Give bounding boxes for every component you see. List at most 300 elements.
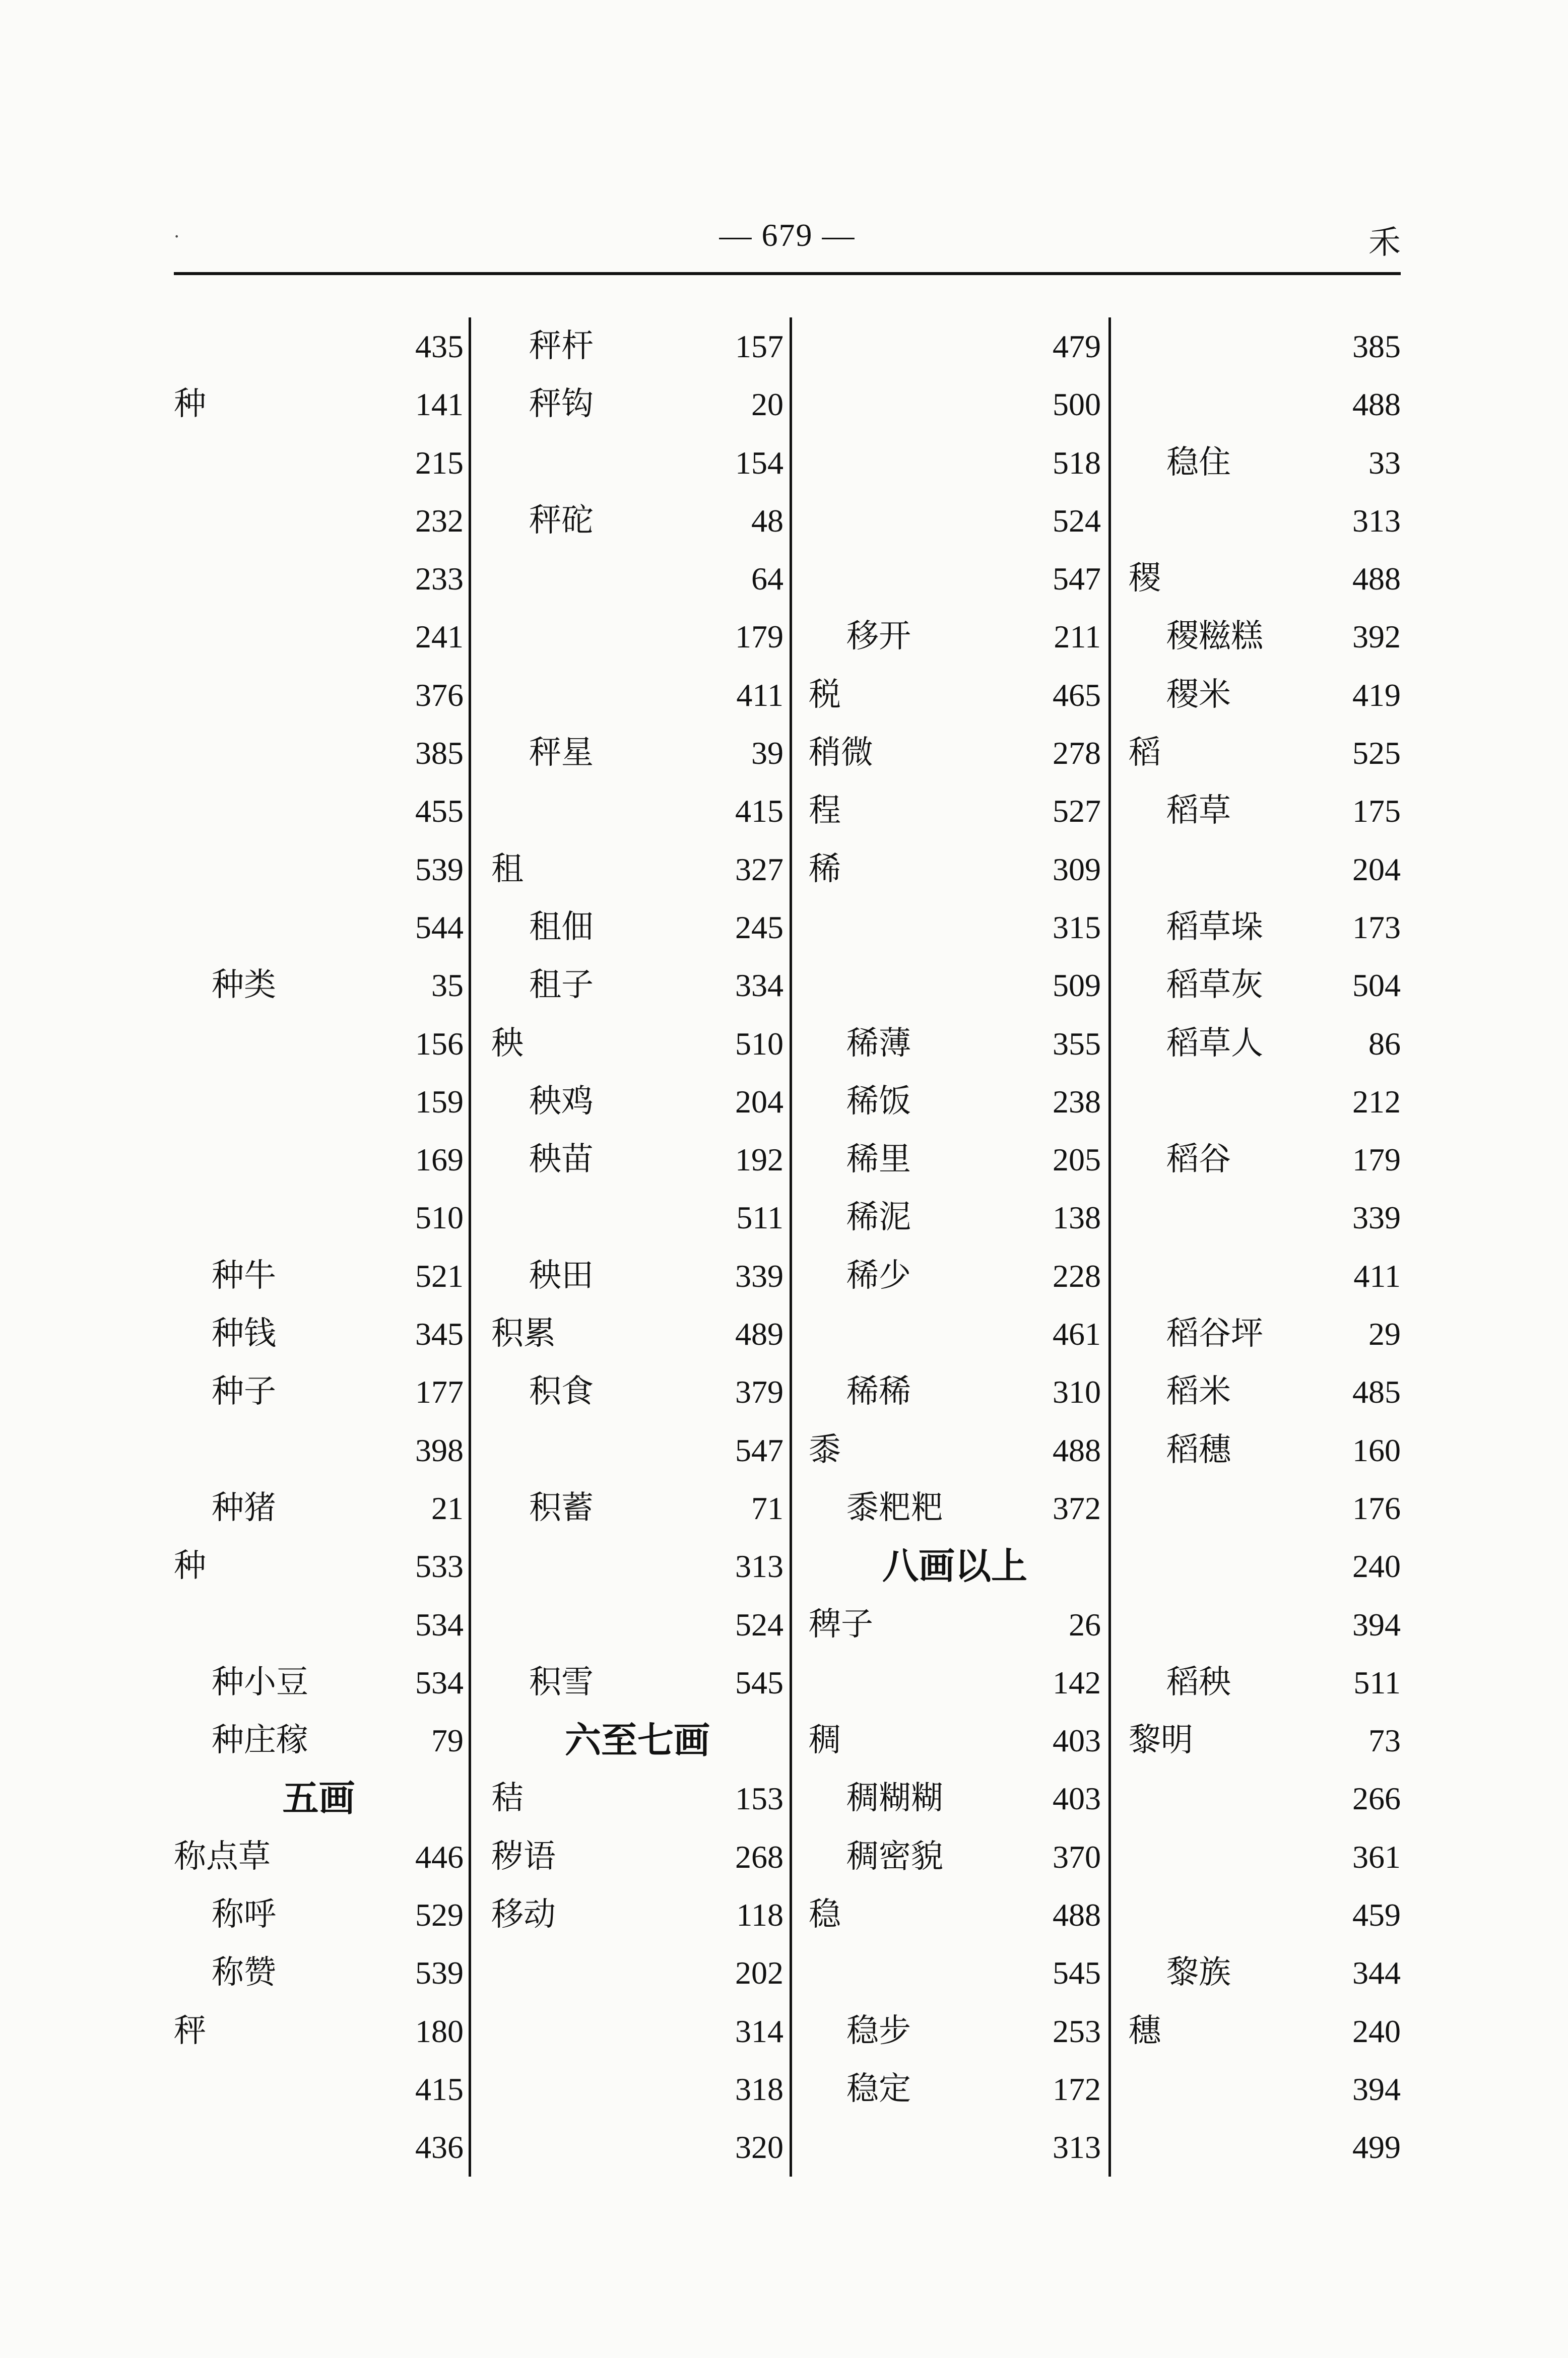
entry-term: 秽语 xyxy=(491,1838,556,1875)
index-entry xyxy=(174,1654,464,1712)
index-entry xyxy=(809,608,1101,666)
entry-page-number: 339 xyxy=(735,1258,783,1294)
entry-term: 秤砣 xyxy=(529,501,594,539)
entry-page-number: 175 xyxy=(1352,793,1401,829)
entry-page-number: 411 xyxy=(1353,1258,1401,1294)
index-entry xyxy=(174,375,464,433)
entry-term: 黍粑粑 xyxy=(846,1489,943,1527)
index-entry xyxy=(809,1073,1101,1131)
entry-page-number: 465 xyxy=(1053,677,1101,713)
index-entry xyxy=(491,1828,783,1886)
index-entry xyxy=(1129,1537,1401,1595)
entry-page-number: 489 xyxy=(735,1316,783,1352)
entry-page-number: 176 xyxy=(1352,1490,1401,1526)
entry-page-number: 169 xyxy=(415,1142,464,1178)
entry-page-number: 539 xyxy=(415,851,464,887)
entry-term: 称呼 xyxy=(212,1896,276,1934)
entry-page-number: 334 xyxy=(735,967,783,1004)
entry-page-number: 313 xyxy=(735,1548,783,1585)
entry-page-number: 212 xyxy=(1352,1083,1401,1120)
entry-term: 秤 xyxy=(174,2012,206,2050)
index-entry xyxy=(174,1131,464,1189)
index-column-4 xyxy=(1129,317,1401,2177)
entry-term: 秤杆 xyxy=(529,328,594,365)
entry-page-number: 415 xyxy=(415,2071,464,2107)
entry-page-number: 488 xyxy=(1053,1897,1101,1933)
index-entry xyxy=(809,1712,1101,1770)
entry-term: 黎族 xyxy=(1166,1954,1231,1992)
index-entry xyxy=(174,1073,464,1131)
index-entry xyxy=(491,317,783,375)
index-entry xyxy=(809,1886,1101,1944)
heading-text: 六至七画 xyxy=(564,1719,710,1762)
entry-term: 稻草 xyxy=(1166,792,1231,830)
entry-page-number: 159 xyxy=(415,1083,464,1120)
index-entry xyxy=(1129,1712,1401,1770)
index-entry xyxy=(491,782,783,840)
stroke-group-heading xyxy=(809,1537,1101,1595)
entry-page-number: 510 xyxy=(735,1025,783,1062)
entry-page-number: 379 xyxy=(735,1374,783,1410)
index-entry xyxy=(1129,1247,1401,1305)
index-column-3 xyxy=(809,317,1101,2177)
entry-term: 穗 xyxy=(1129,2012,1161,2050)
entry-page-number: 232 xyxy=(415,502,464,539)
entry-term: 种小豆 xyxy=(212,1663,308,1701)
entry-page-number: 20 xyxy=(751,386,783,423)
entry-page-number: 179 xyxy=(735,619,783,655)
entry-page-number: 459 xyxy=(1352,1897,1401,1933)
entry-page-number: 521 xyxy=(415,1258,464,1294)
index-entry xyxy=(1129,898,1401,956)
index-entry xyxy=(809,898,1101,956)
entry-page-number: 142 xyxy=(1053,1664,1101,1700)
index-entry xyxy=(174,1712,464,1770)
entry-term: 稳住 xyxy=(1166,443,1231,481)
index-entry xyxy=(491,1770,783,1827)
entry-page-number: 385 xyxy=(415,735,464,771)
entry-term: 黍 xyxy=(809,1431,841,1469)
index-entry xyxy=(1129,1828,1401,1886)
entry-term: 稻草人 xyxy=(1166,1024,1263,1062)
index-entry xyxy=(1129,1596,1401,1654)
entry-page-number: 172 xyxy=(1053,2071,1101,2107)
column-divider xyxy=(790,317,792,2177)
index-entry xyxy=(174,1189,464,1247)
index-entry xyxy=(491,1189,783,1247)
index-entry xyxy=(809,1828,1101,1886)
index-entry xyxy=(1129,1479,1401,1537)
index-entry xyxy=(809,1015,1101,1073)
entry-page-number: 392 xyxy=(1352,619,1401,655)
entry-term: 稷糍糕 xyxy=(1166,618,1263,656)
index-entry xyxy=(1129,1363,1401,1421)
entry-term: 种钱 xyxy=(212,1315,276,1353)
heading-text: 八画以上 xyxy=(882,1545,1027,1588)
entry-page-number: 488 xyxy=(1352,561,1401,597)
entry-page-number: 545 xyxy=(1053,1955,1101,1991)
index-entry xyxy=(491,375,783,433)
index-entry xyxy=(809,2002,1101,2060)
entry-page-number: 118 xyxy=(736,1897,783,1933)
index-entry xyxy=(491,1421,783,1479)
entry-page-number: 436 xyxy=(415,2129,464,2166)
entry-page-number: 153 xyxy=(735,1781,783,1817)
index-entry xyxy=(1129,375,1401,433)
entry-page-number: 485 xyxy=(1352,1374,1401,1410)
entry-term: 稳步 xyxy=(846,2012,911,2050)
index-entry xyxy=(1129,1131,1401,1189)
index-entry xyxy=(1129,608,1401,666)
entry-page-number: 138 xyxy=(1053,1200,1101,1236)
index-entry xyxy=(1129,2002,1401,2060)
entry-page-number: 524 xyxy=(1053,502,1101,539)
index-entry xyxy=(809,1363,1101,1421)
index-entry xyxy=(174,1015,464,1073)
index-entry xyxy=(809,1247,1101,1305)
entry-page-number: 179 xyxy=(1352,1142,1401,1178)
index-entry xyxy=(491,1015,783,1073)
entry-term: 稻秧 xyxy=(1166,1663,1231,1701)
entry-page-number: 192 xyxy=(735,1142,783,1178)
entry-page-number: 479 xyxy=(1053,329,1101,364)
entry-page-number: 385 xyxy=(1352,329,1401,364)
entry-page-number: 419 xyxy=(1352,677,1401,713)
entry-page-number: 177 xyxy=(415,1374,464,1410)
entry-page-number: 488 xyxy=(1053,1432,1101,1468)
entry-page-number: 240 xyxy=(1352,1548,1401,1585)
entry-term: 移开 xyxy=(846,618,911,656)
entry-page-number: 204 xyxy=(1352,851,1401,887)
entry-term: 积食 xyxy=(529,1373,594,1411)
entry-page-number: 228 xyxy=(1053,1258,1101,1294)
entry-term: 稀稀 xyxy=(846,1373,911,1411)
index-entry xyxy=(809,550,1101,608)
entry-term: 种类 xyxy=(212,966,276,1004)
index-entry xyxy=(809,1944,1101,2002)
entry-page-number: 403 xyxy=(1053,1781,1101,1817)
entry-term: 稳定 xyxy=(846,2070,911,2108)
index-entry xyxy=(491,1654,783,1712)
index-entry xyxy=(491,1596,783,1654)
index-entry xyxy=(1129,2118,1401,2176)
entry-page-number: 345 xyxy=(415,1316,464,1352)
index-entry xyxy=(491,608,783,666)
entry-term: 稻谷坪 xyxy=(1166,1315,1263,1353)
entry-page-number: 500 xyxy=(1053,386,1101,423)
entry-page-number: 240 xyxy=(1352,2013,1401,2049)
index-entry xyxy=(174,666,464,724)
index-entry xyxy=(1129,492,1401,550)
stroke-group-heading xyxy=(491,1712,783,1770)
entry-term: 租子 xyxy=(529,966,594,1004)
entry-page-number: 86 xyxy=(1368,1025,1401,1062)
index-entry xyxy=(809,1131,1101,1189)
entry-term: 种 xyxy=(174,385,206,423)
entry-term: 稀 xyxy=(809,850,841,888)
entry-page-number: 39 xyxy=(751,735,783,771)
index-entry xyxy=(491,1363,783,1421)
entry-term: 种子 xyxy=(212,1373,276,1411)
index-entry xyxy=(809,1770,1101,1827)
entry-page-number: 71 xyxy=(751,1490,783,1526)
column-divider xyxy=(1108,317,1111,2177)
index-entry xyxy=(174,1421,464,1479)
entry-page-number: 21 xyxy=(431,1490,464,1526)
entry-page-number: 376 xyxy=(415,677,464,713)
entry-page-number: 33 xyxy=(1368,444,1401,481)
entry-page-number: 488 xyxy=(1352,386,1401,423)
entry-page-number: 510 xyxy=(415,1200,464,1236)
index-entry xyxy=(809,2118,1101,2176)
index-entry xyxy=(1129,840,1401,898)
entry-term: 稀泥 xyxy=(846,1199,911,1236)
entry-term: 稻米 xyxy=(1166,1373,1231,1411)
index-entry xyxy=(1129,666,1401,724)
entry-page-number: 315 xyxy=(1053,909,1101,945)
index-entry xyxy=(491,550,783,608)
index-entry xyxy=(174,782,464,840)
entry-page-number: 310 xyxy=(1053,1374,1101,1410)
index-column-2 xyxy=(491,317,783,2177)
entry-page-number: 278 xyxy=(1053,735,1101,771)
index-entry xyxy=(491,2002,783,2060)
index-entry xyxy=(809,956,1101,1014)
entry-term: 稠 xyxy=(809,1722,841,1759)
entry-page-number: 534 xyxy=(415,1606,464,1643)
index-entry xyxy=(1129,434,1401,492)
entry-term: 积累 xyxy=(491,1315,556,1353)
entry-page-number: 180 xyxy=(415,2013,464,2049)
entry-page-number: 455 xyxy=(415,793,464,829)
entry-page-number: 160 xyxy=(1352,1432,1401,1468)
column-divider xyxy=(469,317,471,2177)
entry-term: 移动 xyxy=(491,1896,556,1934)
entry-page-number: 141 xyxy=(415,386,464,423)
entry-page-number: 314 xyxy=(735,2013,783,2049)
index-entry xyxy=(491,492,783,550)
entry-page-number: 202 xyxy=(735,1955,783,1991)
entry-term: 程 xyxy=(809,792,841,830)
index-entry xyxy=(174,956,464,1014)
corner-mark: · xyxy=(174,227,180,247)
index-entry xyxy=(491,666,783,724)
entry-page-number: 372 xyxy=(1053,1490,1101,1526)
entry-page-number: 29 xyxy=(1368,1316,1401,1352)
index-entry xyxy=(174,1247,464,1305)
entry-term: 稳 xyxy=(809,1896,841,1934)
index-entry xyxy=(491,1944,783,2002)
index-entry xyxy=(491,898,783,956)
index-entry xyxy=(174,1305,464,1363)
index-entry xyxy=(809,1305,1101,1363)
page-header xyxy=(174,212,1401,272)
entry-term: 称赞 xyxy=(212,1954,276,1992)
entry-page-number: 518 xyxy=(1053,444,1101,481)
entry-page-number: 539 xyxy=(415,1955,464,1991)
index-entry xyxy=(174,898,464,956)
entry-term: 稠糊糊 xyxy=(846,1780,943,1817)
entry-term: 秤钩 xyxy=(529,385,594,423)
index-entry xyxy=(174,840,464,898)
index-entry xyxy=(809,1479,1101,1537)
entry-page-number: 344 xyxy=(1352,1955,1401,1991)
index-entry xyxy=(1129,1886,1401,1944)
index-entry xyxy=(809,1189,1101,1247)
entry-page-number: 499 xyxy=(1352,2129,1401,2166)
entry-term: 稻谷 xyxy=(1166,1141,1231,1178)
entry-page-number: 524 xyxy=(735,1606,783,1643)
entry-term: 秧苗 xyxy=(529,1141,594,1178)
index-entry xyxy=(809,317,1101,375)
index-entry xyxy=(491,1247,783,1305)
entry-page-number: 398 xyxy=(415,1432,464,1468)
index-entry xyxy=(491,2060,783,2118)
entry-term: 稻穗 xyxy=(1166,1431,1231,1469)
entry-page-number: 504 xyxy=(1352,967,1401,1004)
entry-page-number: 48 xyxy=(751,502,783,539)
index-entry xyxy=(174,550,464,608)
entry-page-number: 511 xyxy=(736,1200,783,1236)
index-entry xyxy=(174,2118,464,2176)
index-entry xyxy=(1129,1944,1401,2002)
entry-page-number: 411 xyxy=(736,677,783,713)
entry-page-number: 309 xyxy=(1053,851,1101,887)
index-entry xyxy=(809,666,1101,724)
index-entry xyxy=(174,608,464,666)
entry-term: 租 xyxy=(491,850,524,888)
index-entry xyxy=(491,434,783,492)
index-entry xyxy=(809,840,1101,898)
index-entry xyxy=(174,1479,464,1537)
entry-page-number: 205 xyxy=(1053,1142,1101,1178)
entry-term: 租佃 xyxy=(529,908,594,946)
entry-page-number: 533 xyxy=(415,1548,464,1585)
index-entry xyxy=(174,2002,464,2060)
entry-page-number: 233 xyxy=(415,561,464,597)
entry-term: 稀饭 xyxy=(846,1082,911,1120)
entry-term: 积蓄 xyxy=(529,1489,594,1527)
entry-page-number: 26 xyxy=(1069,1606,1101,1643)
index-entry xyxy=(809,375,1101,433)
entry-page-number: 64 xyxy=(751,561,783,597)
entry-page-number: 525 xyxy=(1352,735,1401,771)
index-entry xyxy=(174,2060,464,2118)
entry-page-number: 339 xyxy=(1352,1200,1401,1236)
entry-page-number: 35 xyxy=(431,967,464,1004)
entry-term: 稀少 xyxy=(846,1257,911,1294)
index-entry xyxy=(1129,1421,1401,1479)
entry-page-number: 355 xyxy=(1053,1025,1101,1062)
index-entry xyxy=(1129,782,1401,840)
index-columns xyxy=(174,317,1401,2177)
entry-term: 稍微 xyxy=(809,734,873,772)
entry-page-number: 204 xyxy=(735,1083,783,1120)
entry-term: 税 xyxy=(809,676,841,713)
index-entry xyxy=(174,1596,464,1654)
index-entry xyxy=(174,317,464,375)
index-entry xyxy=(1129,1073,1401,1131)
entry-term: 种庄稼 xyxy=(212,1722,308,1759)
index-entry xyxy=(809,2060,1101,2118)
entry-term: 秸 xyxy=(491,1780,524,1817)
index-entry xyxy=(1129,2060,1401,2118)
header-rule xyxy=(174,272,1401,275)
index-entry xyxy=(491,956,783,1014)
index-entry xyxy=(1129,1305,1401,1363)
index-entry xyxy=(809,782,1101,840)
index-entry xyxy=(491,1305,783,1363)
entry-term: 稷 xyxy=(1129,560,1161,598)
section-radical: 禾 xyxy=(1368,224,1401,261)
index-entry xyxy=(491,1131,783,1189)
index-entry xyxy=(809,1654,1101,1712)
entry-page-number: 318 xyxy=(735,2071,783,2107)
entry-page-number: 446 xyxy=(415,1839,464,1875)
index-entry xyxy=(491,840,783,898)
entry-page-number: 268 xyxy=(735,1839,783,1875)
index-entry xyxy=(1129,317,1401,375)
entry-page-number: 215 xyxy=(415,444,464,481)
entry-page-number: 156 xyxy=(415,1025,464,1062)
index-entry xyxy=(1129,724,1401,782)
entry-page-number: 461 xyxy=(1053,1316,1101,1352)
entry-term: 稻草灰 xyxy=(1166,966,1263,1004)
index-entry xyxy=(1129,1189,1401,1247)
index-entry xyxy=(1129,550,1401,608)
entry-term: 稻 xyxy=(1129,734,1161,772)
entry-page-number: 370 xyxy=(1053,1839,1101,1875)
entry-page-number: 157 xyxy=(735,329,783,364)
entry-page-number: 527 xyxy=(1053,793,1101,829)
entry-page-number: 435 xyxy=(415,329,464,364)
entry-term: 秧 xyxy=(491,1024,524,1062)
index-entry xyxy=(491,1537,783,1595)
entry-page-number: 266 xyxy=(1352,1781,1401,1817)
entry-page-number: 529 xyxy=(415,1897,464,1933)
index-entry xyxy=(174,724,464,782)
index-entry xyxy=(174,1363,464,1421)
index-entry xyxy=(1129,1015,1401,1073)
entry-page-number: 241 xyxy=(415,619,464,655)
entry-page-number: 547 xyxy=(1053,561,1101,597)
stroke-group-heading xyxy=(174,1770,464,1827)
index-column-1 xyxy=(174,317,464,2177)
entry-page-number: 327 xyxy=(735,851,783,887)
index-entry xyxy=(1129,956,1401,1014)
index-entry xyxy=(809,1421,1101,1479)
index-entry xyxy=(491,2118,783,2176)
entry-term: 秧田 xyxy=(529,1257,594,1294)
index-entry xyxy=(809,492,1101,550)
index-entry xyxy=(809,724,1101,782)
entry-page-number: 238 xyxy=(1053,1083,1101,1120)
entry-page-number: 415 xyxy=(735,793,783,829)
entry-page-number: 403 xyxy=(1053,1723,1101,1759)
index-entry xyxy=(174,1886,464,1944)
entry-term: 种 xyxy=(174,1547,206,1585)
entry-term: 秤星 xyxy=(529,734,594,772)
index-entry xyxy=(491,1479,783,1537)
entry-page-number: 534 xyxy=(415,1664,464,1700)
entry-page-number: 313 xyxy=(1352,502,1401,539)
entry-page-number: 545 xyxy=(735,1664,783,1700)
index-entry xyxy=(174,1828,464,1886)
entry-term: 稀里 xyxy=(846,1141,911,1178)
index-entry xyxy=(1129,1654,1401,1712)
index-entry xyxy=(1129,1770,1401,1827)
entry-page-number: 245 xyxy=(735,909,783,945)
